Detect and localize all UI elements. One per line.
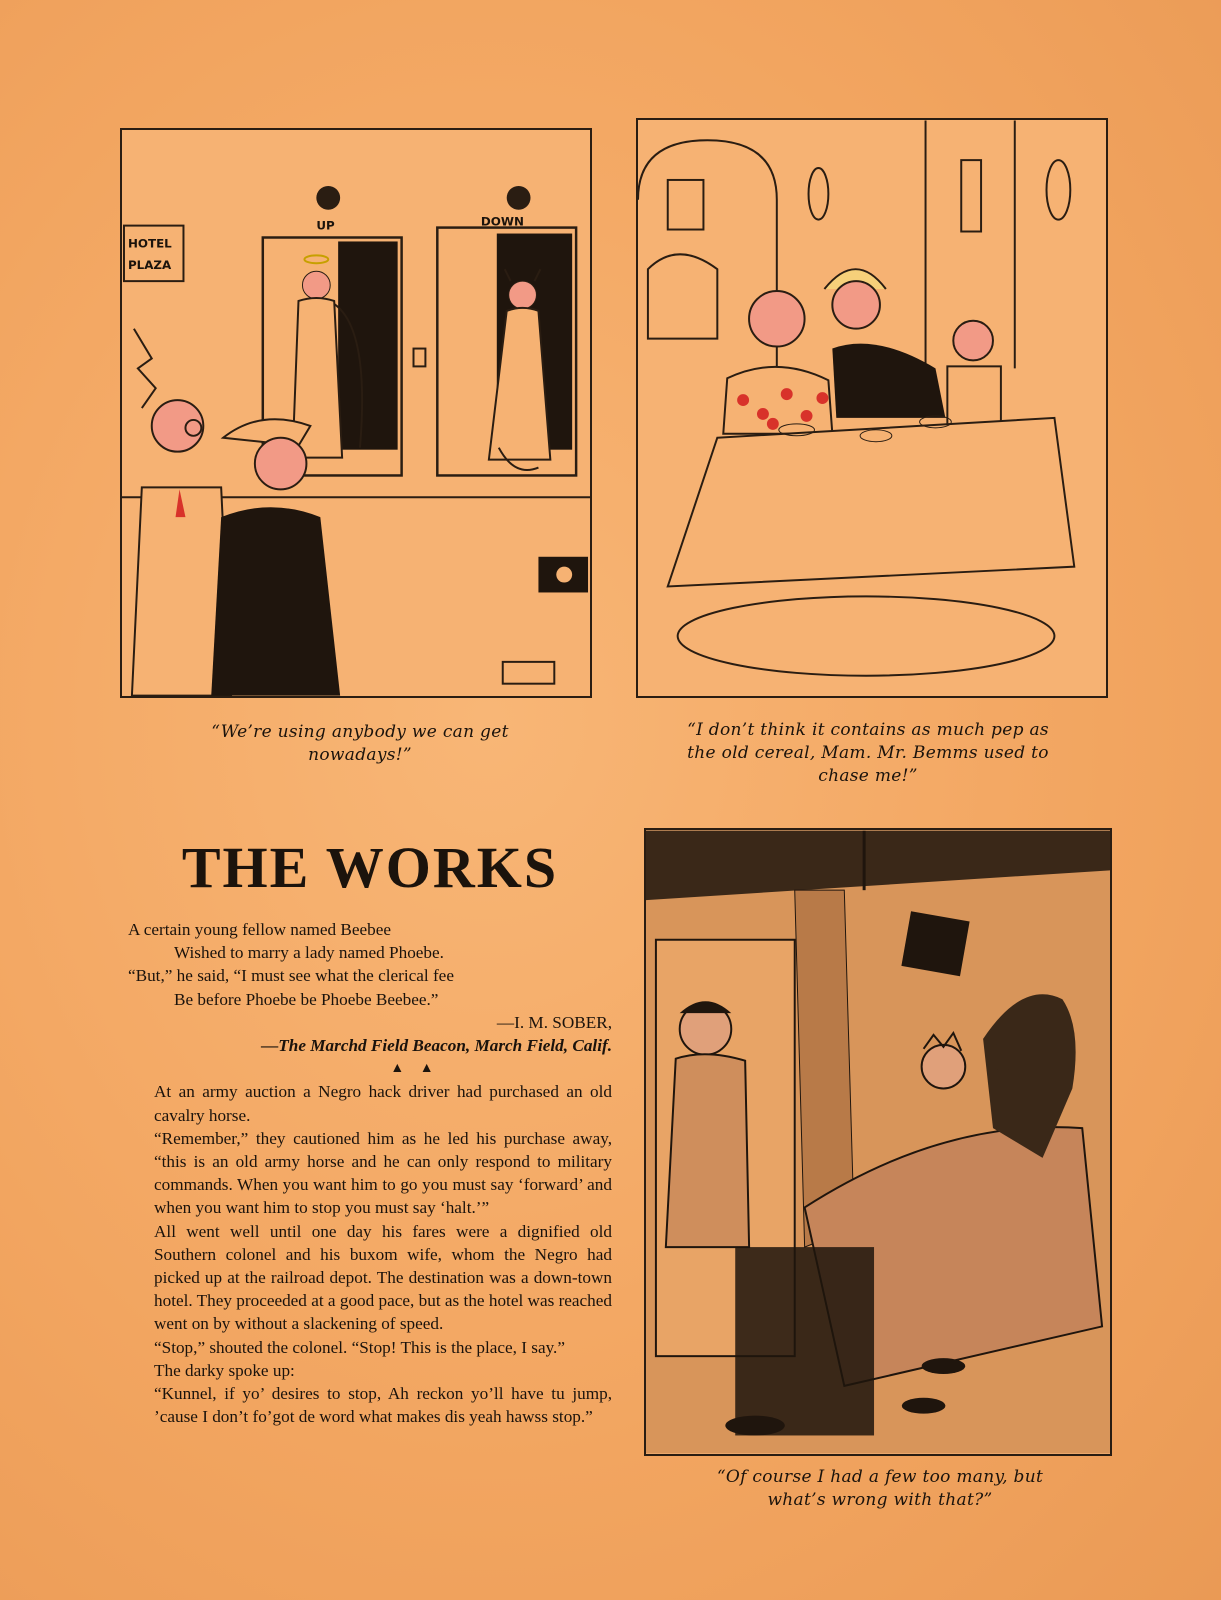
attribution: —I. M. SOBER, bbox=[496, 1012, 612, 1032]
cartoon-dinner bbox=[636, 118, 1108, 698]
paragraph: At an army auction a Negro hack driver had purchased an old cavalry horse. bbox=[154, 1082, 612, 1125]
poem-line: A certain young fellow named Beebee bbox=[128, 920, 391, 939]
horse-illustration bbox=[646, 830, 1110, 1454]
sign-up: UP bbox=[316, 218, 335, 233]
cartoon-elevators bbox=[120, 128, 592, 698]
caption-elevators bbox=[130, 721, 590, 767]
dinner-illustration bbox=[638, 120, 1106, 696]
paragraph: “Remember,” they cautioned him as he led his purchase away, “this is an old army horse and he can only respond to military commands. When you want him to go you must say ‘forward’ and when you want him to stop you must say ‘halt.’” bbox=[154, 1128, 612, 1218]
sign-hotel: HOTEL bbox=[127, 236, 172, 251]
poem-line: Be before Phoebe be Phoebe Beebee.” bbox=[174, 989, 439, 1009]
caption-line: the old cereal, Mam. Mr. Bemms used to bbox=[687, 743, 1049, 763]
cartoon-horse bbox=[644, 828, 1112, 1456]
caption-line: chase me!” bbox=[818, 766, 918, 786]
sign-plaza: PLAZA bbox=[127, 258, 172, 273]
poem-line: “But,” he said, “I must see what the clerical fee bbox=[128, 966, 454, 986]
poem-line: Wished to marry a lady named Phoebe. bbox=[174, 943, 444, 963]
separator: ▲ ▲ bbox=[390, 1061, 440, 1077]
caption-line: “We’re using anybody we can get bbox=[211, 722, 509, 742]
caption-line: what’s wrong with that?” bbox=[767, 1490, 993, 1510]
sign-down: DOWN bbox=[480, 214, 524, 229]
caption-line: nowadays!” bbox=[308, 745, 412, 765]
article-title: THE WORKS bbox=[181, 835, 559, 900]
caption-horse bbox=[660, 1466, 1100, 1512]
elevator-illustration bbox=[122, 130, 590, 696]
paragraph: All went well until one day his fares were a dignified old Southern colonel and his buxom wife, whom the Negro had picked up at the railroad depot. The destination was a down-town hotel. They proceeded at a good pace, but as the hotel was reached went on by without a slackening of speed. bbox=[154, 1221, 612, 1334]
caption-line: “I don’t think it contains as much pep as bbox=[687, 720, 1049, 740]
paragraph: “Kunnel, if yo’ desires to stop, Ah reckon yo’ll have tu jump, ’cause I don’t fo’got de word what makes dis yeah hawss stop.” bbox=[154, 1384, 612, 1427]
article-body bbox=[128, 918, 612, 1428]
paragraph: “Stop,” shouted the colonel. “Stop! This is the place, I say.” bbox=[154, 1337, 565, 1357]
source: —The Marchd Field Beacon, March Field, Calif. bbox=[261, 1036, 612, 1056]
paragraph: The darky spoke up: bbox=[154, 1360, 295, 1380]
caption-dinner bbox=[640, 719, 1096, 788]
caption-line: “Of course I had a few too many, but bbox=[716, 1467, 1044, 1487]
